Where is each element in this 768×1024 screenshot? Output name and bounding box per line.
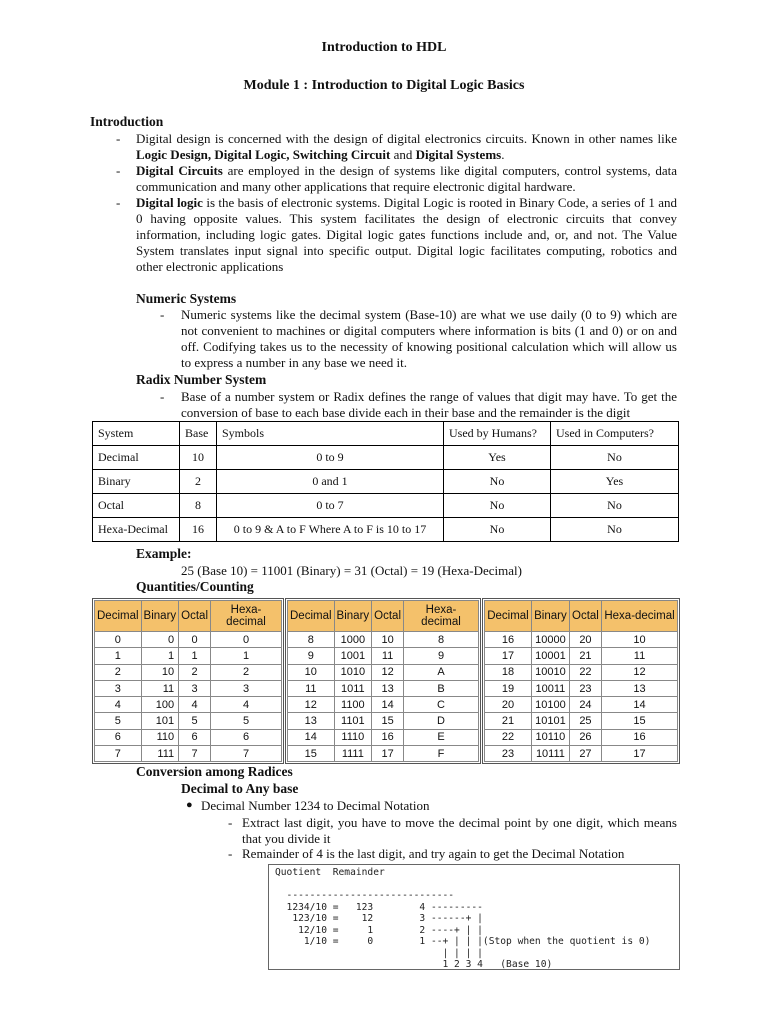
counting-cell: 14 xyxy=(372,697,404,713)
counting-cell: 1 xyxy=(179,648,211,664)
conversion-bullet: Decimal Number 1234 to Decimal Notation xyxy=(201,798,430,813)
counting-cell: 1000 xyxy=(334,632,372,648)
counting-cell: 10111 xyxy=(531,746,569,762)
radix-cell: No xyxy=(444,494,551,518)
counting-cell: 1001 xyxy=(334,648,372,664)
counting-cell: 20 xyxy=(485,697,532,713)
counting-cell: 22 xyxy=(569,664,601,680)
bullet-dot: ● xyxy=(186,799,193,811)
counting-row xyxy=(288,664,479,680)
division-code-block xyxy=(268,864,680,970)
counting-row xyxy=(95,746,282,762)
counting-cell: 7 xyxy=(211,746,282,762)
example-text: 25 (Base 10) = 11001 (Binary) = 31 (Octal) = 19 (Hexa-Decimal) xyxy=(181,563,522,578)
document-title: Introduction to HDL xyxy=(321,40,447,55)
counting-cell: 12 xyxy=(602,664,678,680)
counting-header-cell: Hexa-decimal xyxy=(211,601,282,632)
counting-cell: 18 xyxy=(485,664,532,680)
counting-row xyxy=(95,664,282,680)
radix-row xyxy=(93,518,679,542)
counting-cell: 110 xyxy=(141,729,179,745)
counting-cell: C xyxy=(404,697,479,713)
conversion-step-2: Remainder of 4 is the last digit, and try again to get the Decimal Notation xyxy=(242,846,625,861)
counting-cell: 13 xyxy=(372,680,404,696)
counting-row xyxy=(95,697,282,713)
counting-cell: 15 xyxy=(288,746,335,762)
counting-row xyxy=(288,648,479,664)
counting-cell: B xyxy=(404,680,479,696)
counting-header-cell: Binary xyxy=(531,601,569,632)
dash-bullet: - xyxy=(160,307,165,322)
radix-cell: No xyxy=(551,494,679,518)
counting-cell: 11 xyxy=(141,680,179,696)
radix-row xyxy=(93,470,679,494)
counting-row xyxy=(485,680,678,696)
counting-cell: 10110 xyxy=(531,729,569,745)
dash-bullet: - xyxy=(116,131,121,146)
counting-cell: D xyxy=(404,713,479,729)
counting-cell: 6 xyxy=(211,729,282,745)
counting-row xyxy=(288,680,479,696)
counting-cell: 4 xyxy=(211,697,282,713)
radix-table xyxy=(92,421,679,542)
counting-cell: 1010 xyxy=(334,664,372,680)
counting-cell: 1 xyxy=(95,648,142,664)
counting-header-cell: Octal xyxy=(569,601,601,632)
counting-cell: 9 xyxy=(404,648,479,664)
radix-header-cell: Used by Humans? xyxy=(444,422,551,446)
counting-header-row xyxy=(95,601,282,632)
counting-cell: 3 xyxy=(179,680,211,696)
module-title: Module 1 : Introduction to Digital Logic Basics xyxy=(243,78,525,93)
radix-cell: Yes xyxy=(444,446,551,470)
counting-cell: 17 xyxy=(602,746,678,762)
counting-cell: 17 xyxy=(372,746,404,762)
counting-header-cell: Hexa-decimal xyxy=(404,601,479,632)
counting-row xyxy=(288,746,479,762)
counting-cell: 1111 xyxy=(334,746,372,762)
numeric-systems-heading: Numeric Systems xyxy=(136,291,237,306)
counting-cell: 15 xyxy=(372,713,404,729)
counting-header-cell: Decimal xyxy=(95,601,142,632)
counting-cell: 1100 xyxy=(334,697,372,713)
counting-cell: 10 xyxy=(288,664,335,680)
radix-paragraph: Base of a number system or Radix defines the range of values that digit may have. To get the conversion of base to each base divide each in their base and the remainder is the digit xyxy=(181,389,677,420)
counting-cell: 17 xyxy=(485,648,532,664)
counting-cell: 14 xyxy=(288,729,335,745)
counting-cell: 1 xyxy=(141,648,179,664)
counting-cell: 11 xyxy=(602,648,678,664)
counting-cell: 25 xyxy=(569,713,601,729)
radix-row xyxy=(93,446,679,470)
counting-cell: 2 xyxy=(179,664,211,680)
counting-cell: 21 xyxy=(569,648,601,664)
counting-cell: 7 xyxy=(95,746,142,762)
counting-cell: 101 xyxy=(141,713,179,729)
counting-cell: 10011 xyxy=(531,680,569,696)
counting-cell: 11 xyxy=(288,680,335,696)
counting-cell: 5 xyxy=(179,713,211,729)
counting-cell: 12 xyxy=(288,697,335,713)
counting-cell: 100 xyxy=(141,697,179,713)
counting-row xyxy=(485,664,678,680)
numeric-systems-paragraph: Numeric systems like the decimal system (Base-10) are what we use daily (0 to 9) which are not convenient to machines or digital computers where information is bits (1 and 0) or on and off. Codifying takes us to the necessity of knowing positional calculation which will allow us to express a number in any base we need it. xyxy=(181,307,677,370)
counting-cell: 1110 xyxy=(334,729,372,745)
radix-header-cell: Used in Computers? xyxy=(551,422,679,446)
counting-row xyxy=(485,697,678,713)
counting-table-3 xyxy=(482,598,680,764)
counting-cell: 2 xyxy=(211,664,282,680)
division-code-text: Quotient Remainder ----------------------------- 1234/10 = 123 4 --------- 123/10 = 12 3 ------+ | 12/10 = 1 2 ----+ | | 1/10 = 0 1 --+ | | |(Stop when the quotient is 0) | | | | 1 2 3 4 (Base 10) xyxy=(275,867,651,970)
counting-row xyxy=(485,648,678,664)
counting-cell: 10000 xyxy=(531,632,569,648)
counting-row xyxy=(288,713,479,729)
counting-header-cell: Binary xyxy=(334,601,372,632)
radix-header-cell: Symbols xyxy=(217,422,444,446)
intro-paragraph-1: Digital design is concerned with the design of digital electronics circuits. Known in other names like Logic Design, Digital Logic, Switching Circuit and Digital Systems. xyxy=(136,131,677,162)
radix-cell: 0 to 9 & A to F Where A to F is 10 to 17 xyxy=(217,518,444,542)
counting-cell: 10101 xyxy=(531,713,569,729)
counting-row xyxy=(485,729,678,745)
counting-row xyxy=(95,729,282,745)
radix-cell: No xyxy=(551,518,679,542)
counting-cell: 26 xyxy=(569,729,601,745)
radix-row xyxy=(93,494,679,518)
counting-cell: 4 xyxy=(95,697,142,713)
counting-cell: F xyxy=(404,746,479,762)
radix-cell: No xyxy=(551,446,679,470)
radix-cell: No xyxy=(444,518,551,542)
radix-cell: Yes xyxy=(551,470,679,494)
introduction-heading: Introduction xyxy=(90,114,164,129)
counting-cell: 5 xyxy=(95,713,142,729)
counting-row xyxy=(485,713,678,729)
counting-row xyxy=(288,632,479,648)
counting-cell: 4 xyxy=(179,697,211,713)
counting-cell: 23 xyxy=(485,746,532,762)
radix-header-row xyxy=(93,422,679,446)
counting-cell: 1 xyxy=(211,648,282,664)
counting-cell: 11 xyxy=(372,648,404,664)
counting-row xyxy=(95,632,282,648)
counting-cell: 12 xyxy=(372,664,404,680)
counting-cell: 10 xyxy=(141,664,179,680)
counting-row xyxy=(95,713,282,729)
counting-cell: 13 xyxy=(288,713,335,729)
counting-cell: 22 xyxy=(485,729,532,745)
intro-paragraph-3: Digital logic is the basis of electronic systems. Digital Logic is rooted in Binary Code, a series of 1 and 0 having opposite values. This system facilitates the design of electronic circuits that convey information, including logic gates. Digital logic gates functions include and, or, and not. The Value System translates input signal into specific output. Digital logic facilitates computing, robotics and other electronic applications xyxy=(136,195,678,274)
counting-table-1 xyxy=(92,598,284,764)
counting-table-2 xyxy=(285,598,481,764)
counting-cell: 13 xyxy=(602,680,678,696)
counting-row xyxy=(288,697,479,713)
counting-cell: 3 xyxy=(211,680,282,696)
counting-header-cell: Octal xyxy=(372,601,404,632)
radix-cell: 8 xyxy=(180,494,217,518)
counting-header-cell: Hexa-decimal xyxy=(602,601,678,632)
radix-cell: 10 xyxy=(180,446,217,470)
counting-cell: 16 xyxy=(485,632,532,648)
counting-cell: 24 xyxy=(569,697,601,713)
counting-row xyxy=(95,680,282,696)
counting-cell: 15 xyxy=(602,713,678,729)
radix-header-cell: Base xyxy=(180,422,217,446)
counting-cell: 10010 xyxy=(531,664,569,680)
counting-cell: E xyxy=(404,729,479,745)
counting-cell: 19 xyxy=(485,680,532,696)
radix-heading: Radix Number System xyxy=(136,372,267,387)
counting-cell: 10 xyxy=(602,632,678,648)
counting-cell: A xyxy=(404,664,479,680)
quantities-heading: Quantities/Counting xyxy=(136,579,254,594)
radix-cell: Octal xyxy=(93,494,180,518)
counting-cell: 8 xyxy=(404,632,479,648)
counting-cell: 6 xyxy=(179,729,211,745)
dash-bullet: - xyxy=(116,195,121,210)
dash-bullet: - xyxy=(228,815,233,830)
radix-cell: Binary xyxy=(93,470,180,494)
counting-cell: 0 xyxy=(95,632,142,648)
radix-cell: 2 xyxy=(180,470,217,494)
radix-cell: Hexa-Decimal xyxy=(93,518,180,542)
counting-cell: 6 xyxy=(95,729,142,745)
counting-cell: 1101 xyxy=(334,713,372,729)
counting-cell: 21 xyxy=(485,713,532,729)
radix-cell: Decimal xyxy=(93,446,180,470)
counting-cell: 111 xyxy=(141,746,179,762)
counting-cell: 16 xyxy=(602,729,678,745)
counting-cell: 3 xyxy=(95,680,142,696)
conversion-step-1: Extract last digit, you have to move the decimal point by one digit, which means that you divide it xyxy=(242,815,677,846)
counting-header-row xyxy=(288,601,479,632)
example-heading: Example: xyxy=(136,546,192,561)
counting-cell: 5 xyxy=(211,713,282,729)
radix-cell: 0 to 7 xyxy=(217,494,444,518)
radix-cell: No xyxy=(444,470,551,494)
counting-header-cell: Decimal xyxy=(288,601,335,632)
radix-header-cell: System xyxy=(93,422,180,446)
counting-cell: 9 xyxy=(288,648,335,664)
counting-row xyxy=(485,632,678,648)
radix-cell: 0 to 9 xyxy=(217,446,444,470)
counting-row xyxy=(95,648,282,664)
counting-cell: 23 xyxy=(569,680,601,696)
counting-cell: 10001 xyxy=(531,648,569,664)
counting-cell: 27 xyxy=(569,746,601,762)
counting-row xyxy=(485,746,678,762)
conversion-heading: Conversion among Radices xyxy=(136,764,293,779)
intro-paragraph-2: Digital Circuits are employed in the design of systems like digital computers, control systems, data communication and many other applications that require electronic digital hardware. xyxy=(136,163,678,194)
counting-cell: 1011 xyxy=(334,680,372,696)
counting-header-cell: Decimal xyxy=(485,601,532,632)
counting-cell: 7 xyxy=(179,746,211,762)
counting-cell: 2 xyxy=(95,664,142,680)
counting-header-cell: Binary xyxy=(141,601,179,632)
counting-cell: 14 xyxy=(602,697,678,713)
counting-cell: 0 xyxy=(141,632,179,648)
decimal-to-any-heading: Decimal to Any base xyxy=(181,781,299,796)
counting-cell: 16 xyxy=(372,729,404,745)
counting-cell: 10100 xyxy=(531,697,569,713)
counting-cell: 8 xyxy=(288,632,335,648)
counting-cell: 0 xyxy=(179,632,211,648)
radix-cell: 16 xyxy=(180,518,217,542)
counting-header-row xyxy=(485,601,678,632)
dash-bullet: - xyxy=(160,389,165,404)
counting-header-cell: Octal xyxy=(179,601,211,632)
counting-cell: 0 xyxy=(211,632,282,648)
counting-row xyxy=(288,729,479,745)
counting-cell: 20 xyxy=(569,632,601,648)
dash-bullet: - xyxy=(116,163,121,178)
radix-cell: 0 and 1 xyxy=(217,470,444,494)
counting-cell: 10 xyxy=(372,632,404,648)
dash-bullet: - xyxy=(228,846,233,861)
